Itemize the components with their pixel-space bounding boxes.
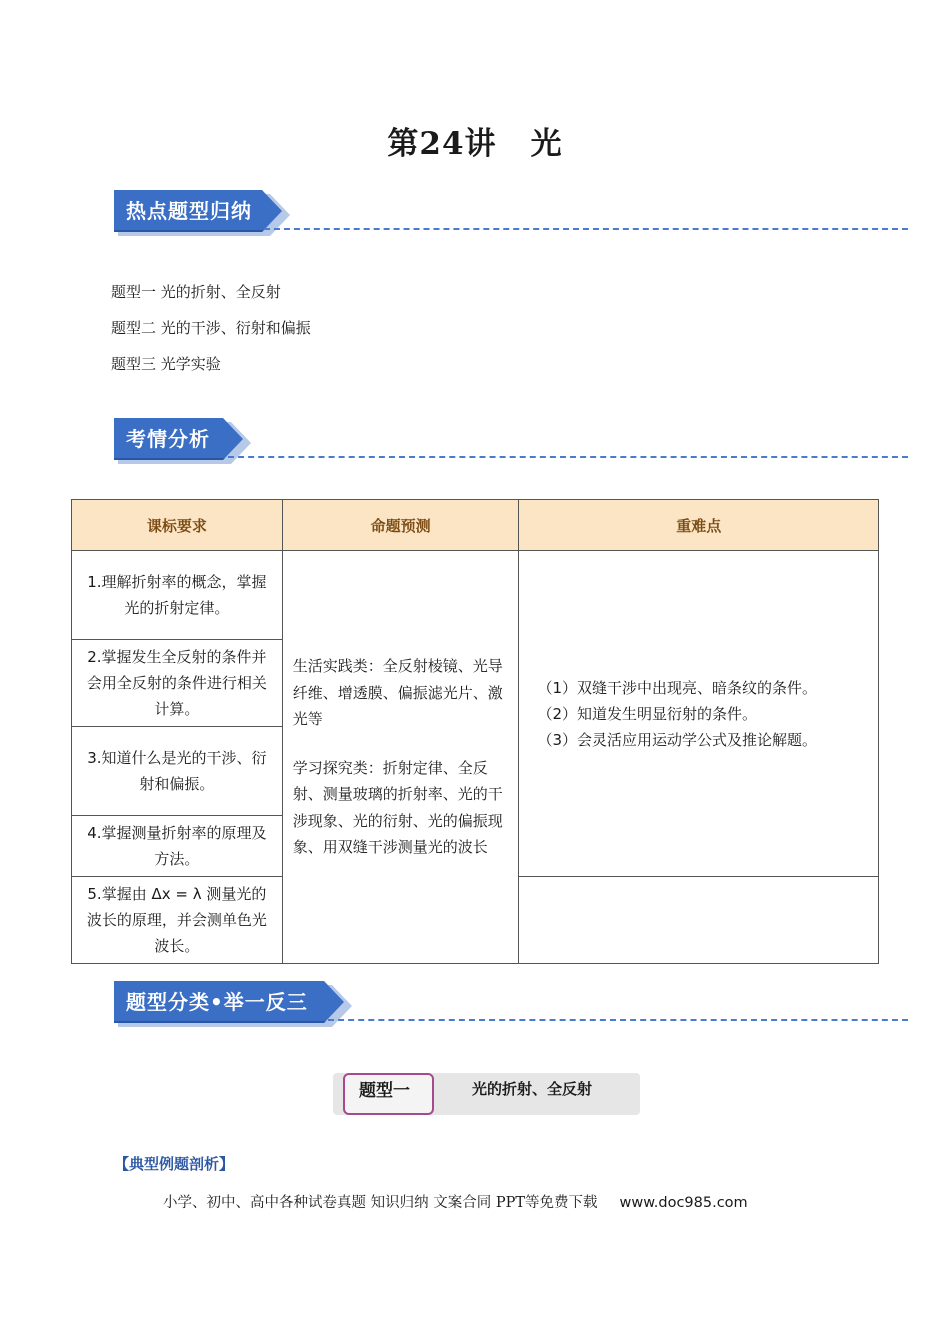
requirement-cell: 2.掌握发生全反射的条件并会用全反射的条件进行相关计算。 [72, 640, 283, 727]
analysis-table [71, 499, 879, 964]
type-list [111, 274, 311, 382]
type-heading-box [333, 1073, 640, 1115]
footer-site: www.doc985.com [619, 1195, 748, 1211]
section-title: 热点题型归纳 [126, 199, 252, 223]
table-row [72, 551, 879, 640]
footer-text: 小学、初中、高中各种试卷真题 知识归纳 文案合同 PPT等免费下载 [163, 1195, 598, 1211]
section-banner-analysis [114, 418, 908, 466]
column-header: 重难点 [519, 500, 879, 551]
requirement-cell: 3.知道什么是光的干涉、衍射和偏振。 [72, 727, 283, 816]
key-point: （3）会灵活应用运动学公式及推论解题。 [537, 730, 817, 749]
list-item: 题型二 光的干涉、衍射和偏振 [111, 319, 311, 337]
section-title: 题型分类•举一反三 [126, 990, 308, 1014]
requirement-cell: 4.掌握测量折射率的原理及方法。 [72, 816, 283, 877]
column-header: 命题预测 [282, 500, 519, 551]
key-point: （1）双缝干涉中出现亮、暗条纹的条件。 [537, 678, 817, 697]
prediction-life: 生活实践类：全反射棱镜、光导纤维、增透膜、偏振滤光片、激光等 [292, 657, 503, 729]
lecture-topic: 光 [530, 126, 563, 162]
type-name: 光的折射、全反射 [472, 1080, 593, 1098]
column-header: 课标要求 [72, 500, 283, 551]
lecture-number: 第24讲 [387, 126, 497, 162]
key-points-cell [519, 551, 879, 877]
requirement-cell: 5.掌握由 Δx = λ 测量光的波长的原理，并会测单色光波长。 [72, 877, 283, 964]
section-title: 考情分析 [126, 427, 210, 451]
key-point: （2）知道发生明显衍射的条件。 [537, 704, 757, 723]
page-title [0, 118, 950, 163]
empty-cell [519, 877, 879, 964]
table-header-row [72, 500, 879, 551]
section-banner-classification [114, 981, 908, 1029]
prediction-cell [282, 551, 519, 964]
prediction-study: 学习探究类：折射定律、全反射、测量玻璃的折射率、光的干涉现象、光的衍射、光的偏振现象、用双缝干涉测量光的波长 [292, 758, 503, 857]
list-item: 题型三 光学实验 [111, 355, 221, 373]
example-heading: 【典型例题剖析】 [114, 1155, 235, 1173]
type-tag: 题型一 [343, 1073, 434, 1115]
requirement-cell: 1.理解折射率的概念，掌握光的折射定律。 [72, 551, 283, 640]
page-footer [163, 1191, 748, 1212]
list-item: 题型一 光的折射、全反射 [111, 283, 281, 301]
section-banner-hot-types [114, 190, 908, 238]
